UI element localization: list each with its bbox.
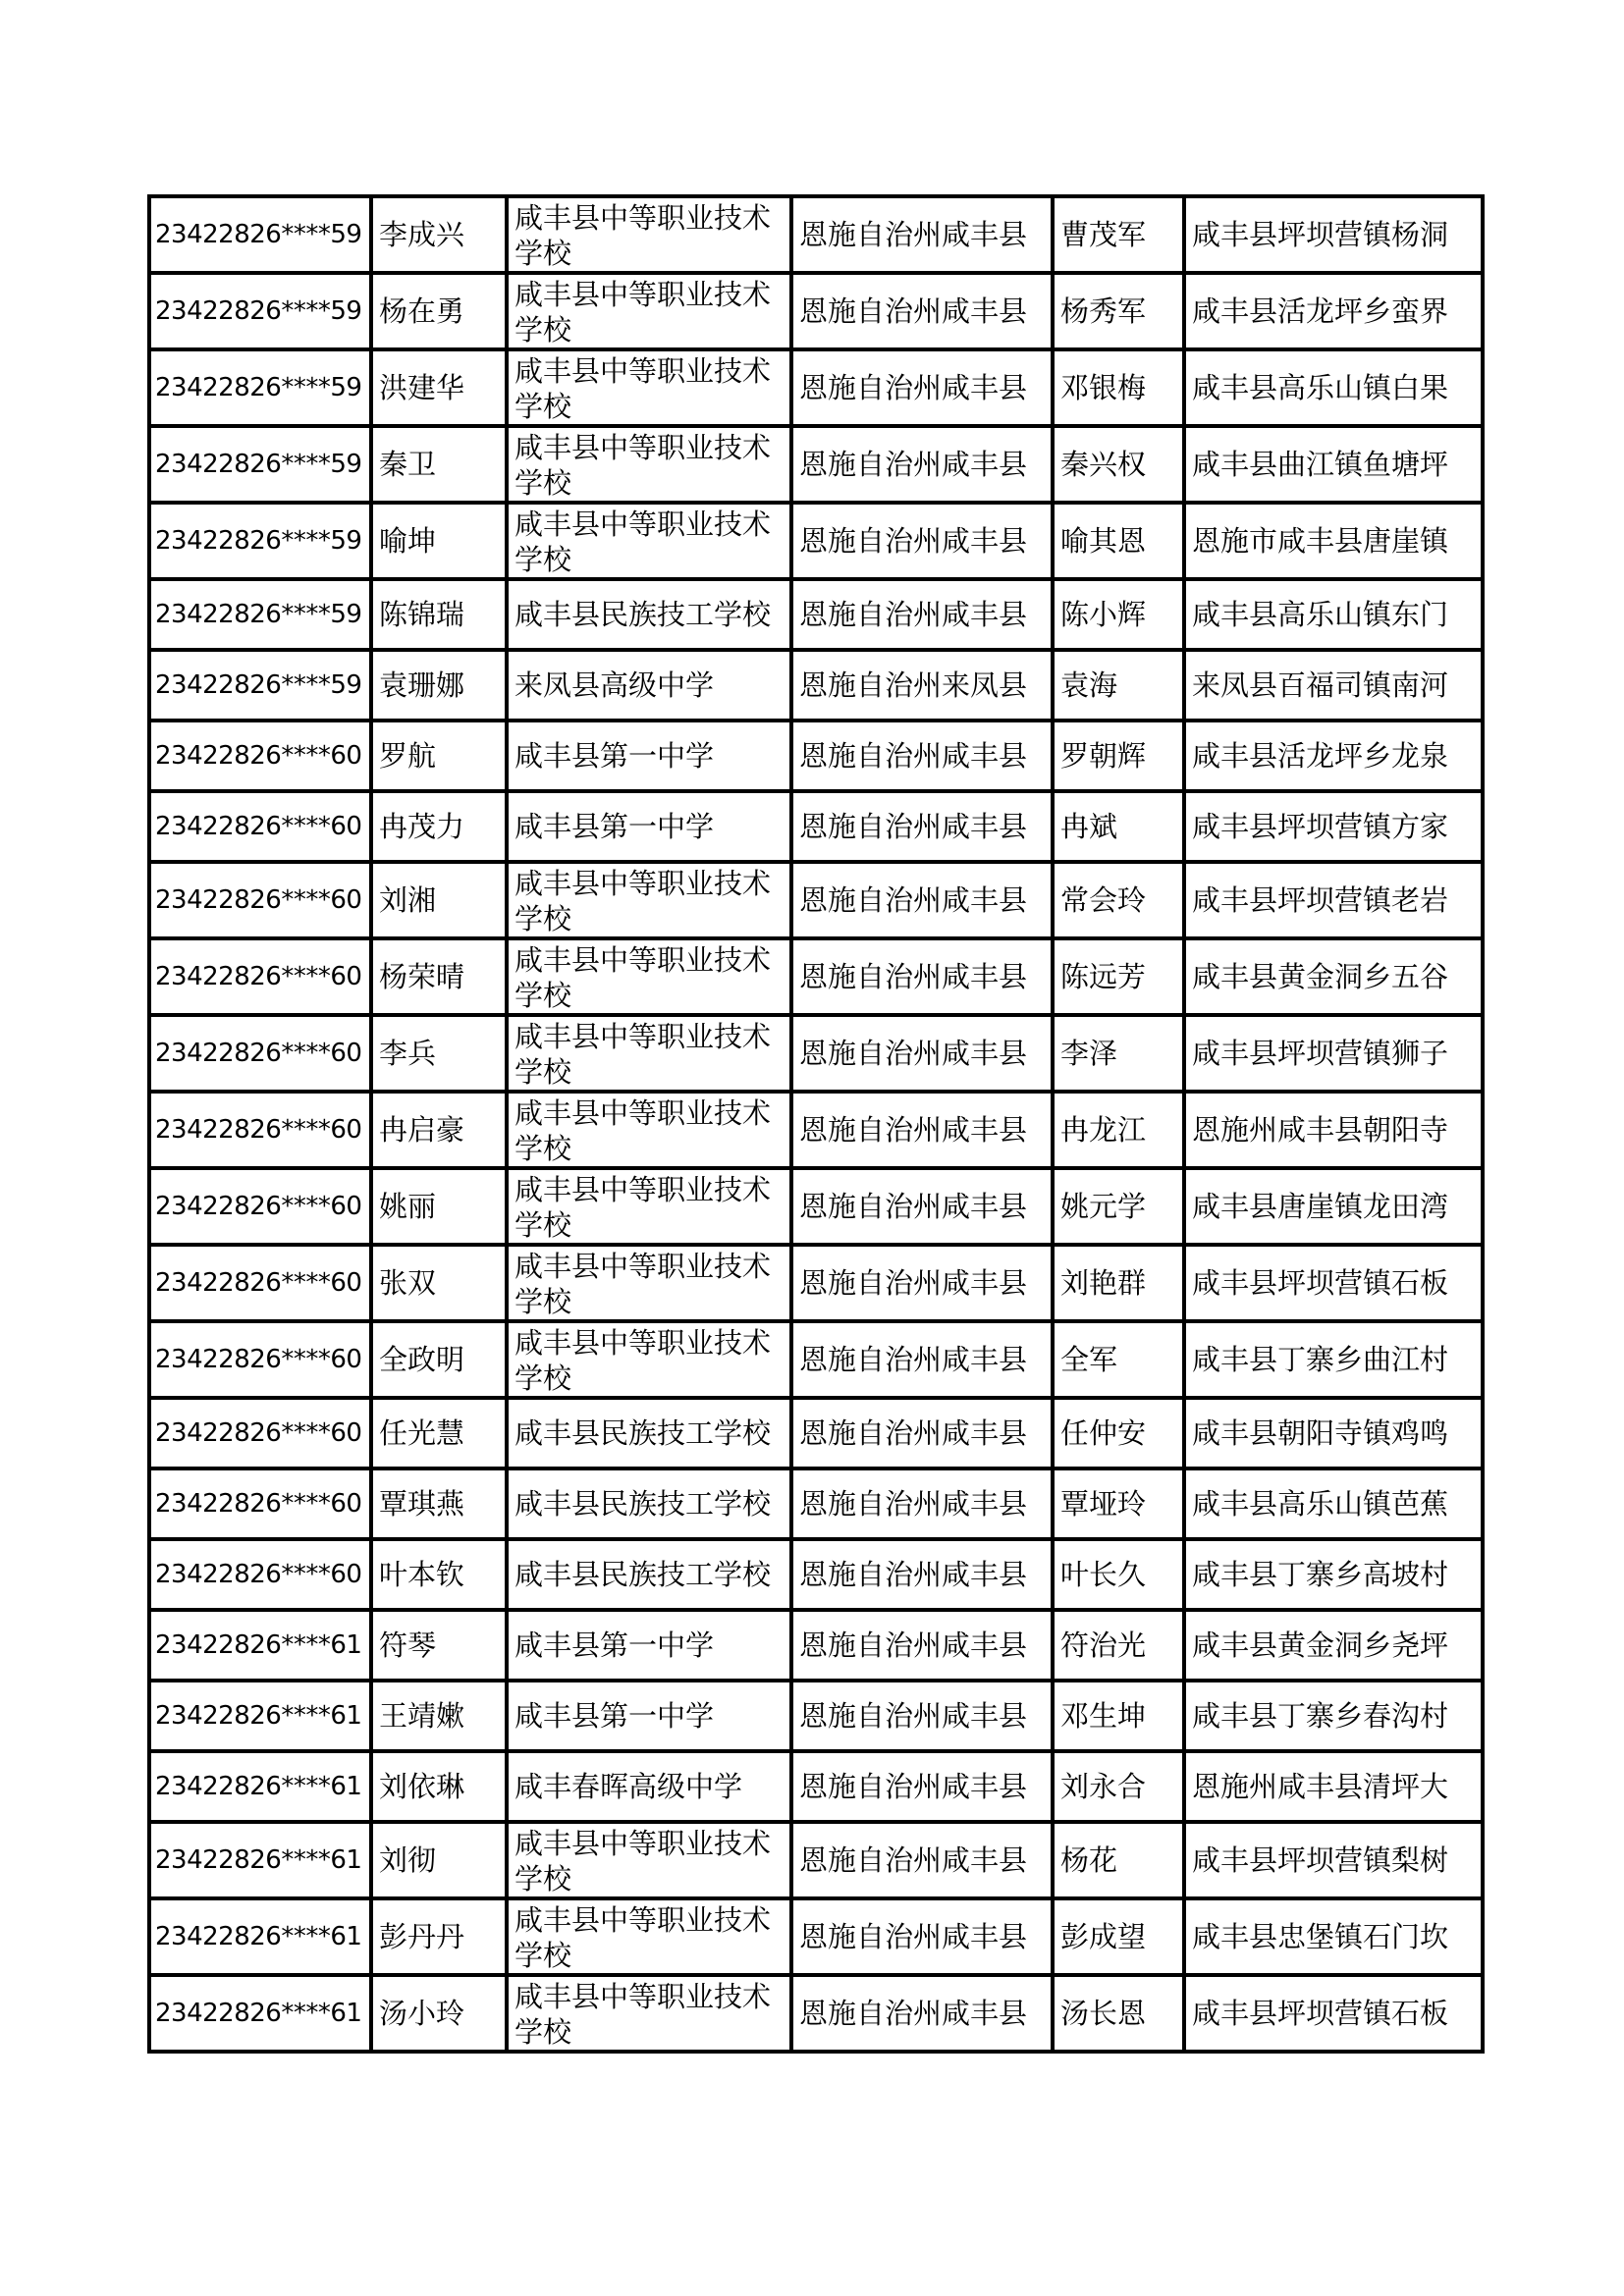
school-cell: 咸丰县中等职业技术学校 bbox=[509, 864, 793, 940]
guardian-name-cell: 袁海 bbox=[1055, 652, 1186, 722]
student-name-cell: 张双 bbox=[373, 1247, 509, 1323]
school-cell: 咸丰县中等职业技术学校 bbox=[509, 1170, 793, 1247]
address-cell: 咸丰县唐崖镇龙田湾 bbox=[1186, 1170, 1485, 1247]
exam-id-cell: 23422826****60 bbox=[151, 793, 373, 864]
student-name-cell: 冉启豪 bbox=[373, 1094, 509, 1170]
guardian-name-cell: 全军 bbox=[1055, 1323, 1186, 1400]
table-row bbox=[151, 351, 1485, 428]
student-name-cell: 洪建华 bbox=[373, 351, 509, 428]
exam-id-cell: 23422826****61 bbox=[151, 1753, 373, 1824]
region-cell: 恩施自治州咸丰县 bbox=[793, 1470, 1055, 1541]
region-cell: 恩施自治州咸丰县 bbox=[793, 1017, 1055, 1094]
address-cell: 咸丰县坪坝营镇狮子 bbox=[1186, 1017, 1485, 1094]
exam-id-cell: 23422826****60 bbox=[151, 1541, 373, 1612]
student-name-cell: 罗航 bbox=[373, 722, 509, 793]
region-cell: 恩施自治州咸丰县 bbox=[793, 1400, 1055, 1470]
region-cell: 恩施自治州咸丰县 bbox=[793, 505, 1055, 581]
address-cell: 咸丰县坪坝营镇梨树 bbox=[1186, 1824, 1485, 1900]
student-name-cell: 冉茂力 bbox=[373, 793, 509, 864]
student-name-cell: 刘湘 bbox=[373, 864, 509, 940]
school-cell: 咸丰县民族技工学校 bbox=[509, 1400, 793, 1470]
region-cell: 恩施自治州咸丰县 bbox=[793, 1977, 1055, 2054]
table-row bbox=[151, 1612, 1485, 1682]
table-row bbox=[151, 1400, 1485, 1470]
region-cell: 恩施自治州咸丰县 bbox=[793, 1824, 1055, 1900]
school-cell: 咸丰县民族技工学校 bbox=[509, 581, 793, 652]
exam-id-cell: 23422826****60 bbox=[151, 1400, 373, 1470]
table-row bbox=[151, 652, 1485, 722]
guardian-name-cell: 任仲安 bbox=[1055, 1400, 1186, 1470]
region-cell: 恩施自治州咸丰县 bbox=[793, 1094, 1055, 1170]
guardian-name-cell: 陈远芳 bbox=[1055, 940, 1186, 1017]
table-row bbox=[151, 428, 1485, 505]
school-cell: 咸丰县中等职业技术学校 bbox=[509, 275, 793, 351]
guardian-name-cell: 曹茂军 bbox=[1055, 198, 1186, 275]
student-name-cell: 叶本钦 bbox=[373, 1541, 509, 1612]
exam-id-cell: 23422826****61 bbox=[151, 1612, 373, 1682]
table-body bbox=[151, 198, 1485, 2054]
region-cell: 恩施自治州咸丰县 bbox=[793, 1541, 1055, 1612]
exam-id-cell: 23422826****59 bbox=[151, 505, 373, 581]
address-cell: 咸丰县高乐山镇东门 bbox=[1186, 581, 1485, 652]
exam-id-cell: 23422826****59 bbox=[151, 275, 373, 351]
region-cell: 恩施自治州咸丰县 bbox=[793, 1900, 1055, 1977]
exam-id-cell: 23422826****59 bbox=[151, 198, 373, 275]
address-cell: 咸丰县高乐山镇白果 bbox=[1186, 351, 1485, 428]
school-cell: 咸丰县民族技工学校 bbox=[509, 1470, 793, 1541]
address-cell: 咸丰县坪坝营镇杨洞 bbox=[1186, 198, 1485, 275]
student-name-cell: 汤小玲 bbox=[373, 1977, 509, 2054]
address-cell: 咸丰县黄金洞乡五谷 bbox=[1186, 940, 1485, 1017]
exam-id-cell: 23422826****59 bbox=[151, 581, 373, 652]
student-name-cell: 刘依琳 bbox=[373, 1753, 509, 1824]
exam-id-cell: 23422826****59 bbox=[151, 652, 373, 722]
guardian-name-cell: 邓银梅 bbox=[1055, 351, 1186, 428]
region-cell: 恩施自治州来凤县 bbox=[793, 652, 1055, 722]
table-row bbox=[151, 864, 1485, 940]
student-table bbox=[147, 194, 1485, 2054]
guardian-name-cell: 叶长久 bbox=[1055, 1541, 1186, 1612]
table-row bbox=[151, 1247, 1485, 1323]
guardian-name-cell: 刘永合 bbox=[1055, 1753, 1186, 1824]
address-cell: 咸丰县活龙坪乡龙泉 bbox=[1186, 722, 1485, 793]
region-cell: 恩施自治州咸丰县 bbox=[793, 275, 1055, 351]
student-name-cell: 杨荣晴 bbox=[373, 940, 509, 1017]
region-cell: 恩施自治州咸丰县 bbox=[793, 722, 1055, 793]
address-cell: 咸丰县坪坝营镇老岩 bbox=[1186, 864, 1485, 940]
address-cell: 恩施州咸丰县朝阳寺 bbox=[1186, 1094, 1485, 1170]
student-name-cell: 秦卫 bbox=[373, 428, 509, 505]
table-row bbox=[151, 722, 1485, 793]
guardian-name-cell: 罗朝辉 bbox=[1055, 722, 1186, 793]
address-cell: 咸丰县丁寨乡春沟村 bbox=[1186, 1682, 1485, 1753]
address-cell: 咸丰县朝阳寺镇鸡鸣 bbox=[1186, 1400, 1485, 1470]
school-cell: 咸丰县民族技工学校 bbox=[509, 1541, 793, 1612]
address-cell: 咸丰县坪坝营镇石板 bbox=[1186, 1247, 1485, 1323]
table-row bbox=[151, 1753, 1485, 1824]
address-cell: 咸丰县坪坝营镇石板 bbox=[1186, 1977, 1485, 2054]
school-cell: 咸丰县第一中学 bbox=[509, 1612, 793, 1682]
table-row bbox=[151, 1323, 1485, 1400]
school-cell: 咸丰县中等职业技术学校 bbox=[509, 505, 793, 581]
address-cell: 咸丰县坪坝营镇方家 bbox=[1186, 793, 1485, 864]
table-row bbox=[151, 1682, 1485, 1753]
exam-id-cell: 23422826****61 bbox=[151, 1977, 373, 2054]
region-cell: 恩施自治州咸丰县 bbox=[793, 1247, 1055, 1323]
student-name-cell: 李成兴 bbox=[373, 198, 509, 275]
exam-id-cell: 23422826****59 bbox=[151, 428, 373, 505]
school-cell: 咸丰县中等职业技术学校 bbox=[509, 1900, 793, 1977]
guardian-name-cell: 常会玲 bbox=[1055, 864, 1186, 940]
guardian-name-cell: 姚元学 bbox=[1055, 1170, 1186, 1247]
exam-id-cell: 23422826****60 bbox=[151, 1247, 373, 1323]
school-cell: 咸丰春晖高级中学 bbox=[509, 1753, 793, 1824]
guardian-name-cell: 冉龙江 bbox=[1055, 1094, 1186, 1170]
guardian-name-cell: 汤长恩 bbox=[1055, 1977, 1186, 2054]
table-row bbox=[151, 1017, 1485, 1094]
school-cell: 咸丰县中等职业技术学校 bbox=[509, 940, 793, 1017]
region-cell: 恩施自治州咸丰县 bbox=[793, 198, 1055, 275]
student-name-cell: 任光慧 bbox=[373, 1400, 509, 1470]
school-cell: 咸丰县第一中学 bbox=[509, 793, 793, 864]
guardian-name-cell: 冉斌 bbox=[1055, 793, 1186, 864]
exam-id-cell: 23422826****61 bbox=[151, 1824, 373, 1900]
region-cell: 恩施自治州咸丰县 bbox=[793, 1170, 1055, 1247]
table-row bbox=[151, 1170, 1485, 1247]
student-name-cell: 姚丽 bbox=[373, 1170, 509, 1247]
school-cell: 咸丰县中等职业技术学校 bbox=[509, 198, 793, 275]
address-cell: 咸丰县丁寨乡高坡村 bbox=[1186, 1541, 1485, 1612]
table-row bbox=[151, 1900, 1485, 1977]
region-cell: 恩施自治州咸丰县 bbox=[793, 1753, 1055, 1824]
table-row bbox=[151, 940, 1485, 1017]
guardian-name-cell: 喻其恩 bbox=[1055, 505, 1186, 581]
student-name-cell: 杨在勇 bbox=[373, 275, 509, 351]
address-cell: 咸丰县丁寨乡曲江村 bbox=[1186, 1323, 1485, 1400]
student-name-cell: 李兵 bbox=[373, 1017, 509, 1094]
exam-id-cell: 23422826****59 bbox=[151, 351, 373, 428]
student-name-cell: 陈锦瑞 bbox=[373, 581, 509, 652]
address-cell: 咸丰县黄金洞乡尧坪 bbox=[1186, 1612, 1485, 1682]
exam-id-cell: 23422826****60 bbox=[151, 1094, 373, 1170]
student-name-cell: 喻坤 bbox=[373, 505, 509, 581]
guardian-name-cell: 秦兴权 bbox=[1055, 428, 1186, 505]
exam-id-cell: 23422826****60 bbox=[151, 722, 373, 793]
student-name-cell: 王靖嫰 bbox=[373, 1682, 509, 1753]
address-cell: 咸丰县忠堡镇石门坎 bbox=[1186, 1900, 1485, 1977]
school-cell: 咸丰县中等职业技术学校 bbox=[509, 1323, 793, 1400]
table-row bbox=[151, 505, 1485, 581]
exam-id-cell: 23422826****60 bbox=[151, 1017, 373, 1094]
guardian-name-cell: 李泽 bbox=[1055, 1017, 1186, 1094]
table-row bbox=[151, 198, 1485, 275]
exam-id-cell: 23422826****60 bbox=[151, 864, 373, 940]
school-cell: 咸丰县第一中学 bbox=[509, 722, 793, 793]
address-cell: 咸丰县曲江镇鱼塘坪 bbox=[1186, 428, 1485, 505]
region-cell: 恩施自治州咸丰县 bbox=[793, 1323, 1055, 1400]
student-name-cell: 全政明 bbox=[373, 1323, 509, 1400]
school-cell: 咸丰县中等职业技术学校 bbox=[509, 1017, 793, 1094]
guardian-name-cell: 杨花 bbox=[1055, 1824, 1186, 1900]
school-cell: 咸丰县中等职业技术学校 bbox=[509, 428, 793, 505]
region-cell: 恩施自治州咸丰县 bbox=[793, 581, 1055, 652]
exam-id-cell: 23422826****61 bbox=[151, 1682, 373, 1753]
guardian-name-cell: 符治光 bbox=[1055, 1612, 1186, 1682]
exam-id-cell: 23422826****60 bbox=[151, 940, 373, 1017]
guardian-name-cell: 彭成望 bbox=[1055, 1900, 1186, 1977]
guardian-name-cell: 杨秀军 bbox=[1055, 275, 1186, 351]
table-row bbox=[151, 275, 1485, 351]
school-cell: 咸丰县中等职业技术学校 bbox=[509, 1824, 793, 1900]
exam-id-cell: 23422826****60 bbox=[151, 1323, 373, 1400]
address-cell: 咸丰县活龙坪乡蛮界 bbox=[1186, 275, 1485, 351]
region-cell: 恩施自治州咸丰县 bbox=[793, 940, 1055, 1017]
student-name-cell: 袁珊娜 bbox=[373, 652, 509, 722]
address-cell: 来凤县百福司镇南河 bbox=[1186, 652, 1485, 722]
address-cell: 咸丰县高乐山镇芭蕉 bbox=[1186, 1470, 1485, 1541]
region-cell: 恩施自治州咸丰县 bbox=[793, 428, 1055, 505]
school-cell: 来凤县高级中学 bbox=[509, 652, 793, 722]
student-name-cell: 彭丹丹 bbox=[373, 1900, 509, 1977]
address-cell: 恩施州咸丰县清坪大 bbox=[1186, 1753, 1485, 1824]
region-cell: 恩施自治州咸丰县 bbox=[793, 351, 1055, 428]
region-cell: 恩施自治州咸丰县 bbox=[793, 793, 1055, 864]
region-cell: 恩施自治州咸丰县 bbox=[793, 1682, 1055, 1753]
guardian-name-cell: 刘艳群 bbox=[1055, 1247, 1186, 1323]
region-cell: 恩施自治州咸丰县 bbox=[793, 864, 1055, 940]
region-cell: 恩施自治州咸丰县 bbox=[793, 1612, 1055, 1682]
school-cell: 咸丰县中等职业技术学校 bbox=[509, 1977, 793, 2054]
guardian-name-cell: 覃垭玲 bbox=[1055, 1470, 1186, 1541]
table-row bbox=[151, 1094, 1485, 1170]
exam-id-cell: 23422826****60 bbox=[151, 1170, 373, 1247]
table-row bbox=[151, 581, 1485, 652]
table-row bbox=[151, 1541, 1485, 1612]
table-row bbox=[151, 1470, 1485, 1541]
table-row bbox=[151, 1977, 1485, 2054]
table-row bbox=[151, 793, 1485, 864]
school-cell: 咸丰县中等职业技术学校 bbox=[509, 1094, 793, 1170]
student-name-cell: 符琴 bbox=[373, 1612, 509, 1682]
exam-id-cell: 23422826****61 bbox=[151, 1900, 373, 1977]
address-cell: 恩施市咸丰县唐崖镇 bbox=[1186, 505, 1485, 581]
student-name-cell: 覃琪燕 bbox=[373, 1470, 509, 1541]
guardian-name-cell: 邓生坤 bbox=[1055, 1682, 1186, 1753]
school-cell: 咸丰县中等职业技术学校 bbox=[509, 351, 793, 428]
student-name-cell: 刘彻 bbox=[373, 1824, 509, 1900]
school-cell: 咸丰县中等职业技术学校 bbox=[509, 1247, 793, 1323]
guardian-name-cell: 陈小辉 bbox=[1055, 581, 1186, 652]
school-cell: 咸丰县第一中学 bbox=[509, 1682, 793, 1753]
table-row bbox=[151, 1824, 1485, 1900]
exam-id-cell: 23422826****60 bbox=[151, 1470, 373, 1541]
